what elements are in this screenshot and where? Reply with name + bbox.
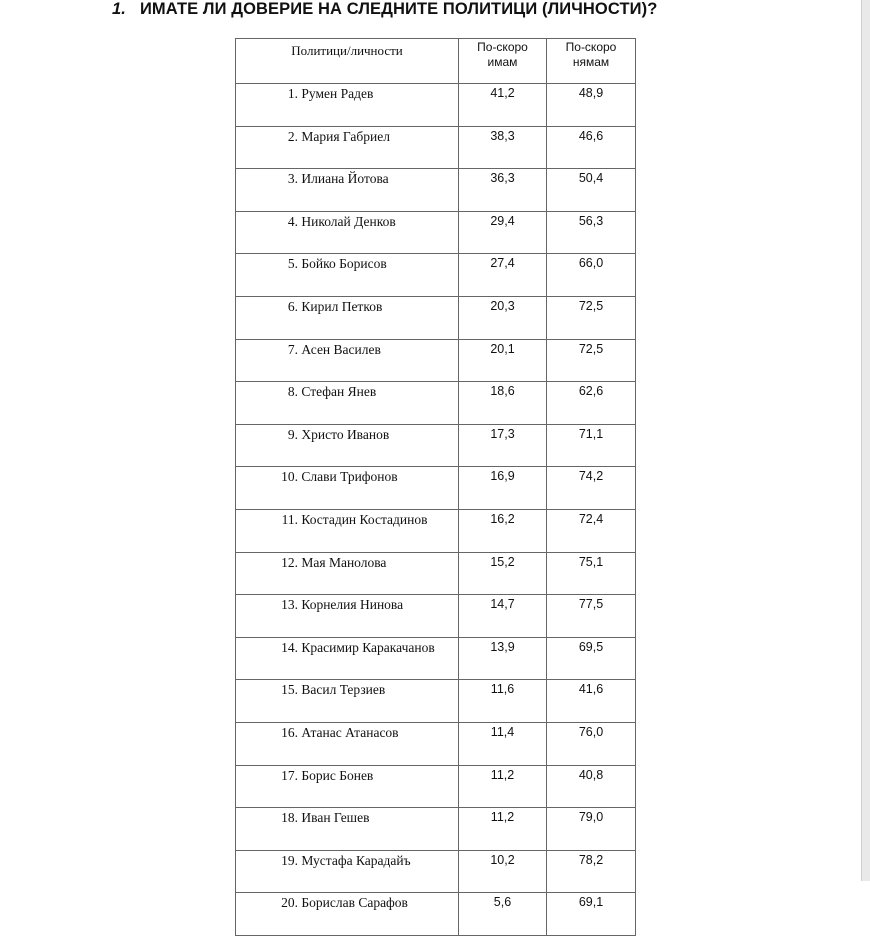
politician-name: Илиана Йотова bbox=[301, 171, 389, 187]
have-no-trust-value: 72,4 bbox=[547, 509, 636, 552]
have-no-trust-value: 56,3 bbox=[547, 211, 636, 254]
have-trust-value: 17,3 bbox=[459, 424, 547, 467]
politician-name: Румен Радев bbox=[301, 86, 374, 101]
politician-cell bbox=[236, 552, 459, 595]
have-trust-value: 5,6 bbox=[459, 893, 547, 936]
politician-name: Христо Иванов bbox=[301, 426, 390, 442]
politician-name: Асен Василев bbox=[301, 341, 381, 357]
table-row bbox=[236, 850, 636, 893]
politician-cell bbox=[236, 765, 459, 808]
have-no-trust-value: 48,9 bbox=[547, 84, 636, 127]
have-no-trust-value: 62,6 bbox=[547, 382, 636, 425]
have-trust-value: 20,3 bbox=[459, 296, 547, 339]
question-number: 1. bbox=[112, 0, 126, 18]
politician-cell bbox=[236, 722, 459, 765]
row-number: 20. bbox=[281, 895, 298, 911]
row-number: 8. bbox=[287, 384, 298, 400]
have-trust-value: 13,9 bbox=[459, 637, 547, 680]
table-row bbox=[236, 382, 636, 425]
row-number: 1. bbox=[287, 86, 298, 101]
table-header-row bbox=[236, 39, 636, 84]
politician-cell bbox=[236, 169, 459, 212]
row-number: 3. bbox=[287, 171, 298, 187]
have-no-trust-value: 78,2 bbox=[547, 850, 636, 893]
politician-name: Мустафа Карадайъ bbox=[301, 852, 411, 868]
politician-name: Кирил Петков bbox=[301, 298, 383, 314]
politician-cell bbox=[236, 680, 459, 723]
table-row bbox=[236, 680, 636, 723]
row-number: 19. bbox=[281, 852, 298, 868]
have-no-trust-value: 46,6 bbox=[547, 126, 636, 169]
have-no-trust-value: 66,0 bbox=[547, 254, 636, 297]
have-trust-value: 27,4 bbox=[459, 254, 547, 297]
row-number: 9. bbox=[287, 426, 298, 442]
have-no-trust-value: 40,8 bbox=[547, 765, 636, 808]
politician-cell bbox=[236, 893, 459, 936]
politician-name: Иван Гешев bbox=[301, 810, 370, 826]
politician-cell bbox=[236, 595, 459, 638]
have-trust-value: 29,4 bbox=[459, 211, 547, 254]
table-row bbox=[236, 722, 636, 765]
politician-cell bbox=[236, 509, 459, 552]
row-number: 4. bbox=[287, 213, 298, 229]
have-trust-value: 15,2 bbox=[459, 552, 547, 595]
have-trust-value: 16,2 bbox=[459, 509, 547, 552]
table-row bbox=[236, 637, 636, 680]
header-havenot-line1: По-скоро bbox=[565, 40, 617, 54]
politician-name: Стефан Янев bbox=[301, 384, 377, 400]
header-havenot-line2: нямам bbox=[572, 55, 610, 69]
have-no-trust-value: 69,1 bbox=[547, 893, 636, 936]
table-row bbox=[236, 893, 636, 936]
have-no-trust-value: 50,4 bbox=[547, 169, 636, 212]
have-no-trust-value: 72,5 bbox=[547, 296, 636, 339]
page-edge bbox=[861, 0, 870, 881]
politician-cell bbox=[236, 211, 459, 254]
header-have-no-trust bbox=[547, 39, 636, 84]
row-number: 15. bbox=[281, 682, 298, 698]
politician-cell bbox=[236, 296, 459, 339]
row-number: 10. bbox=[281, 469, 298, 485]
politician-cell bbox=[236, 424, 459, 467]
politician-name: Атанас Атанасов bbox=[301, 724, 399, 740]
politician-name: Костадин Костадинов bbox=[301, 511, 428, 527]
have-no-trust-value: 79,0 bbox=[547, 808, 636, 851]
politician-cell bbox=[236, 254, 459, 297]
table-row bbox=[236, 211, 636, 254]
table-row bbox=[236, 467, 636, 510]
politician-name: Бойко Борисов bbox=[301, 256, 387, 272]
politician-name: Корнелия Нинова bbox=[301, 597, 404, 613]
header-politicians: Политици/личности bbox=[236, 39, 459, 84]
have-trust-value: 20,1 bbox=[459, 339, 547, 382]
have-trust-value: 18,6 bbox=[459, 382, 547, 425]
row-number: 5. bbox=[287, 256, 298, 272]
have-trust-value: 10,2 bbox=[459, 850, 547, 893]
table-row bbox=[236, 169, 636, 212]
row-number: 2. bbox=[287, 128, 298, 144]
header-have-line2: имам bbox=[487, 55, 518, 69]
header-have-trust bbox=[459, 39, 547, 84]
politician-cell bbox=[236, 850, 459, 893]
politician-cell bbox=[236, 637, 459, 680]
have-trust-value: 41,2 bbox=[459, 84, 547, 127]
have-trust-value: 11,6 bbox=[459, 680, 547, 723]
table-row bbox=[236, 509, 636, 552]
row-number: 12. bbox=[281, 554, 298, 570]
politician-name: Борис Бонев bbox=[301, 767, 374, 783]
table-row bbox=[236, 126, 636, 169]
question-text: ИМАТЕ ЛИ ДОВЕРИЕ НА СЛЕДНИТЕ ПОЛИТИЦИ (ЛИЧНОСТИ)? bbox=[139, 0, 658, 18]
have-trust-value: 38,3 bbox=[459, 126, 547, 169]
table-row bbox=[236, 84, 636, 127]
have-no-trust-value: 75,1 bbox=[547, 552, 636, 595]
table-row bbox=[236, 296, 636, 339]
table-row bbox=[236, 339, 636, 382]
politician-name: Борислав Сарафов bbox=[301, 895, 408, 911]
have-trust-value: 14,7 bbox=[459, 595, 547, 638]
politician-name: Васил Терзиев bbox=[301, 682, 386, 698]
politician-cell bbox=[236, 84, 459, 127]
table-row bbox=[236, 808, 636, 851]
politician-cell bbox=[236, 467, 459, 510]
row-number: 18. bbox=[281, 810, 298, 826]
table-row bbox=[236, 254, 636, 297]
politician-name: Мария Габриел bbox=[301, 128, 390, 144]
table-row bbox=[236, 552, 636, 595]
row-number: 16. bbox=[281, 724, 298, 740]
have-trust-value: 11,2 bbox=[459, 808, 547, 851]
politician-cell bbox=[236, 382, 459, 425]
have-trust-value: 36,3 bbox=[459, 169, 547, 212]
have-trust-value: 11,4 bbox=[459, 722, 547, 765]
header-have-line1: По-скоро bbox=[477, 40, 528, 54]
have-no-trust-value: 69,5 bbox=[547, 637, 636, 680]
have-no-trust-value: 76,0 bbox=[547, 722, 636, 765]
politician-name: Слави Трифонов bbox=[301, 469, 398, 485]
trust-table bbox=[235, 38, 636, 936]
politician-cell bbox=[236, 126, 459, 169]
row-number: 14. bbox=[281, 639, 298, 655]
have-trust-value: 16,9 bbox=[459, 467, 547, 510]
table-row bbox=[236, 424, 636, 467]
have-no-trust-value: 72,5 bbox=[547, 339, 636, 382]
table-row bbox=[236, 595, 636, 638]
row-number: 7. bbox=[287, 341, 298, 357]
have-no-trust-value: 77,5 bbox=[547, 595, 636, 638]
politician-cell bbox=[236, 808, 459, 851]
question-title bbox=[112, 0, 657, 19]
politician-name: Николай Денков bbox=[301, 213, 396, 229]
row-number: 17. bbox=[281, 767, 298, 783]
have-no-trust-value: 41,6 bbox=[547, 680, 636, 723]
politician-name: Мая Манолова bbox=[301, 554, 387, 570]
have-trust-value: 11,2 bbox=[459, 765, 547, 808]
row-number: 6. bbox=[287, 298, 298, 314]
politician-name: Красимир Каракачанов bbox=[301, 639, 435, 655]
politician-cell bbox=[236, 339, 459, 382]
have-no-trust-value: 71,1 bbox=[547, 424, 636, 467]
row-number: 13. bbox=[281, 597, 298, 613]
table-row bbox=[236, 765, 636, 808]
have-no-trust-value: 74,2 bbox=[547, 467, 636, 510]
row-number: 11. bbox=[281, 511, 298, 527]
